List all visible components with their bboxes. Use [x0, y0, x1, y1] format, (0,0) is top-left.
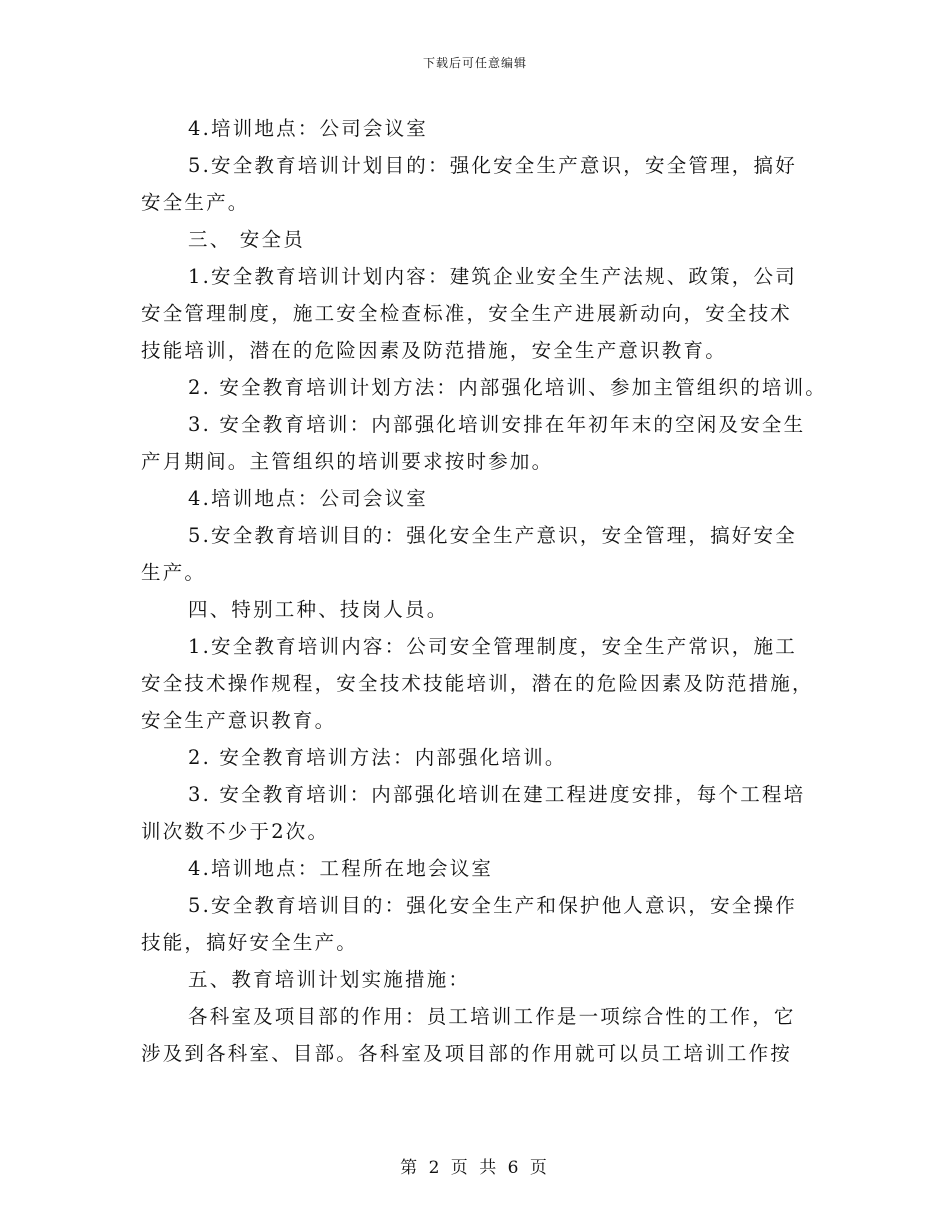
- text-line: 2. 安全教育培训计划方法：内部强化培训、参加主管组织的培训。: [188, 376, 828, 399]
- text-line: 训次数不少于2次。: [141, 820, 330, 843]
- text-line: 4.培训地点：工程所在地会议室: [188, 857, 494, 880]
- text-line: 安全管理制度，施工安全检查标准，安全生产进展新动向，安全技术: [141, 302, 793, 325]
- text-line: 5.安全教育培训目的：强化安全生产和保护他人意识，安全操作: [188, 894, 797, 917]
- text-line: 2. 安全教育培训方法：内部强化培训。: [188, 746, 567, 769]
- text-line: 安全生产。: [141, 191, 250, 214]
- text-line: 1.安全教育培训内容：公司安全管理制度，安全生产常识，施工: [188, 635, 797, 658]
- text-line: 四、特别工种、技岗人员。: [188, 598, 449, 621]
- text-line: 产月期间。主管组织的培训要求按时参加。: [141, 450, 554, 473]
- text-line: 4.培训地点：公司会议室: [188, 117, 429, 140]
- text-line: 5.安全教育培训目的：强化安全生产意识，安全管理，搞好安全: [188, 524, 797, 547]
- text-line: 3. 安全教育培训：内部强化培训安排在年初年末的空闲及安全生: [188, 413, 806, 436]
- text-line: 各科室及项目部的作用：员工培训工作是一项综合性的工作，它: [188, 1005, 796, 1028]
- page-footer: 第 2 页 共 6 页: [400, 1158, 550, 1178]
- page-header: 下载后可任意编辑: [422, 56, 527, 70]
- text-line: 生产。: [141, 561, 207, 584]
- text-line: 涉及到各科室、目部。各科室及项目部的作用就可以员工培训工作按: [141, 1042, 793, 1065]
- document-body: [141, 110, 828, 1072]
- text-line: 4.培训地点：公司会议室: [188, 487, 429, 510]
- text-line: 技能培训，潜在的危险因素及防范措施，安全生产意识教育。: [141, 339, 727, 362]
- text-line: 3. 安全教育培训：内部强化培训在建工程进度安排，每个工程培: [188, 783, 806, 806]
- text-line: 安全生产意识教育。: [141, 709, 337, 732]
- text-line: 5.安全教育培训计划目的：强化安全生产意识，安全管理，搞好: [188, 154, 797, 177]
- text-line: 1.安全教育培训计划内容：建筑企业安全生产法规、政策，公司: [188, 265, 797, 288]
- text-line: 技能，搞好安全生产。: [141, 931, 359, 954]
- text-line: 安全技术操作规程，安全技术技能培训，潜在的危险因素及防范措施，: [141, 672, 814, 695]
- text-line: 五、教育培训计划实施措施：: [188, 968, 471, 991]
- text-line: 三、 安全员: [188, 228, 305, 251]
